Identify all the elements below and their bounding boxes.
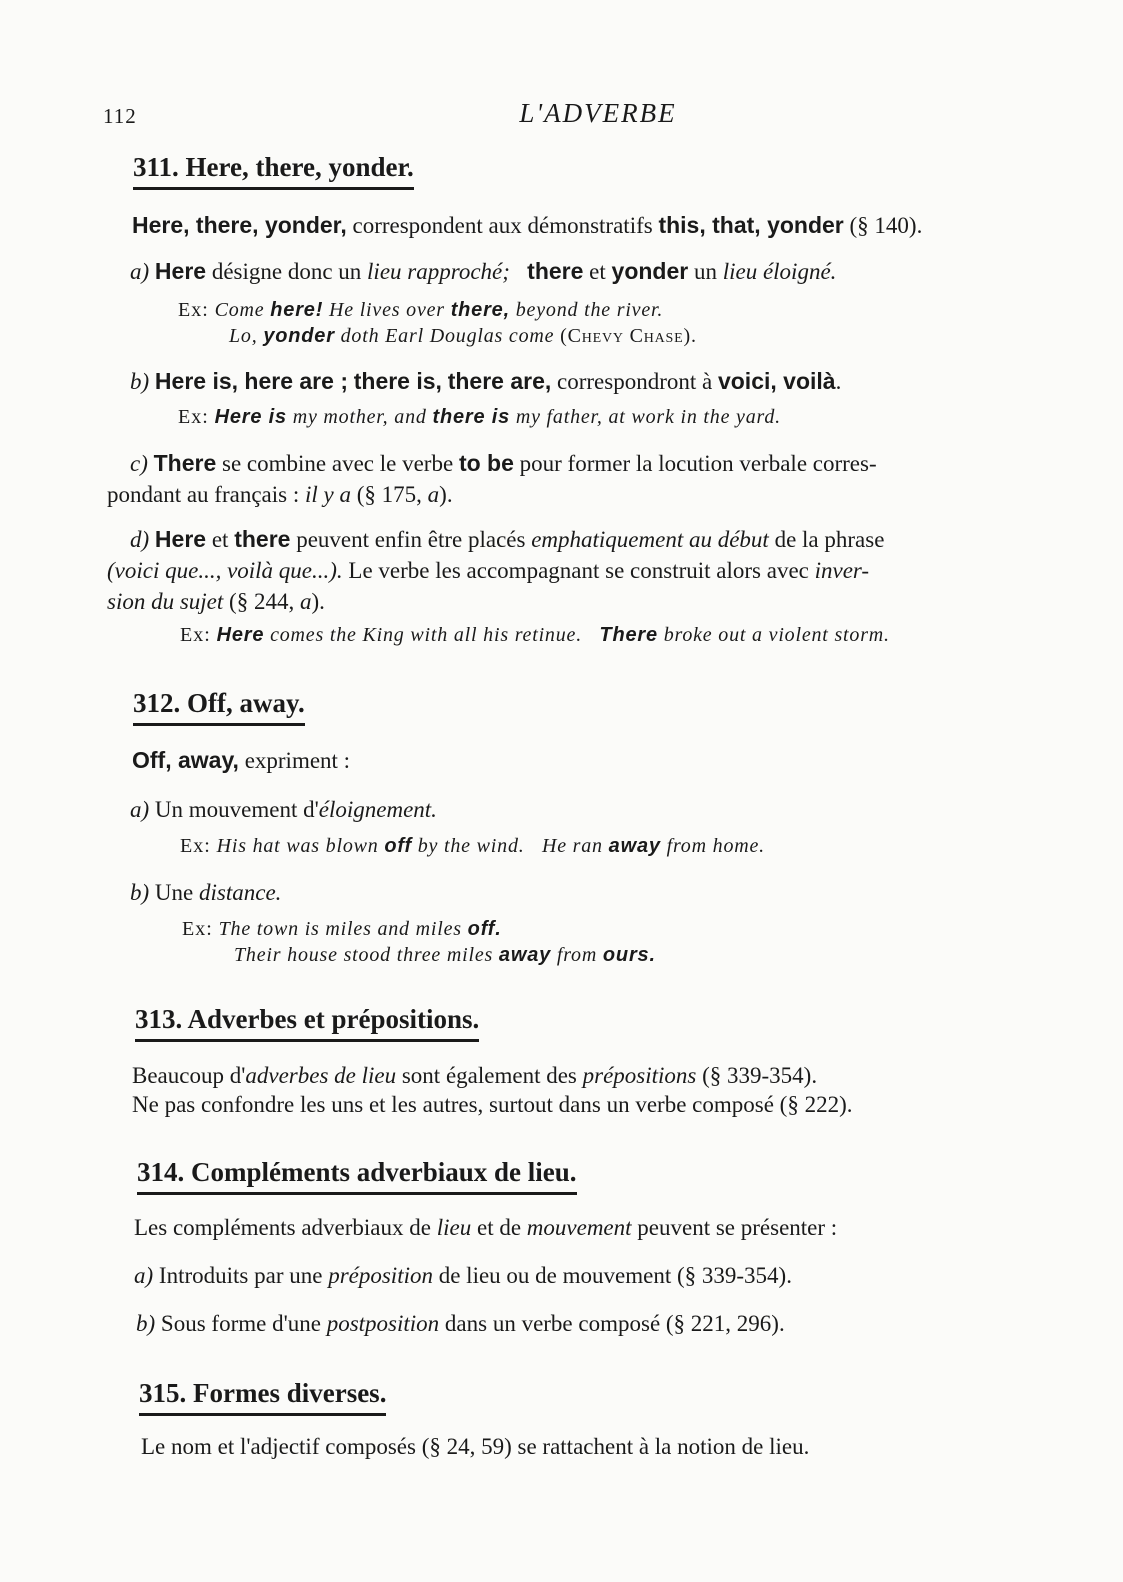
s311-item-a: a) Here désigne donc un lieu rapproché; there et yonder un lieu éloigné. [130, 258, 837, 284]
s311-a-example-2: Lo, yonder doth Earl Douglas come (Chevy Chase). [229, 325, 697, 347]
page-number: 112 [103, 104, 137, 128]
s315-line-1: Le nom et l'adjectif composés (§ 24, 59) se rattachent à la notion de lieu. [141, 1434, 810, 1459]
chapter-title: L'ADVERBE [519, 98, 677, 128]
s312-item-b: b) Une distance. [130, 880, 282, 905]
section-312-title: 312. Off, away. [133, 688, 305, 726]
s314-item-b: b) Sous forme d'une postposition dans un verbe composé (§ 221, 296). [136, 1311, 785, 1336]
s311-a-example-1: Ex: Come here! He lives over there, beyond the river. [178, 299, 664, 321]
section-313-title: 313. Adverbes et prépositions. [135, 1004, 479, 1042]
s312-b-example-1: Ex: The town is miles and miles off. [182, 918, 502, 940]
s311-item-d: d) Here et there peuvent enfin être placés emphatiquement au début de la phrase (voici que..., voilà que...). Le verbe les accompagnant se construit alors avec inver- sion du sujet (§ 244, a). [107, 526, 885, 614]
s314-intro: Les compléments adverbiaux de lieu et de mouvement peuvent se présenter : [134, 1215, 838, 1240]
s312-a-example: Ex: His hat was blown off by the wind. He ran away from home. [180, 835, 765, 857]
running-head [103, 98, 1093, 130]
section-314-title: 314. Compléments adverbiaux de lieu. [137, 1157, 577, 1195]
s312-item-a: a) Un mouvement d'éloignement. [130, 797, 437, 822]
s313-line-1: Beaucoup d'adverbes de lieu sont également des prépositions (§ 339-354). [132, 1063, 818, 1088]
s311-intro: Here, there, yonder, correspondent aux démonstratifs this, that, yonder (§ 140). [132, 212, 923, 238]
s311-d-example: Ex: Here comes the King with all his retinue. There broke out a violent storm. [180, 624, 890, 646]
s311-item-c: c) There se combine avec le verbe to be pour former la locution verbale corres- pondant au français : il y a (§ 175, a). [107, 450, 877, 507]
s311-b-example: Ex: Here is my mother, and there is my father, at work in the yard. [178, 406, 781, 428]
s312-intro: Off, away, expriment : [132, 747, 351, 773]
s313-line-2: Ne pas confondre les uns et les autres, surtout dans un verbe composé (§ 222). [132, 1092, 853, 1117]
section-311-title: 311. Here, there, yonder. [133, 152, 414, 190]
s312-b-example-2: Their house stood three miles away from ours. [234, 944, 656, 966]
s311-item-b: b) Here is, here are ; there is, there are, correspondront à voici, voilà. [130, 368, 842, 394]
s314-item-a: a) Introduits par une préposition de lieu ou de mouvement (§ 339-354). [134, 1263, 792, 1288]
section-315-title: 315. Formes diverses. [139, 1378, 386, 1416]
